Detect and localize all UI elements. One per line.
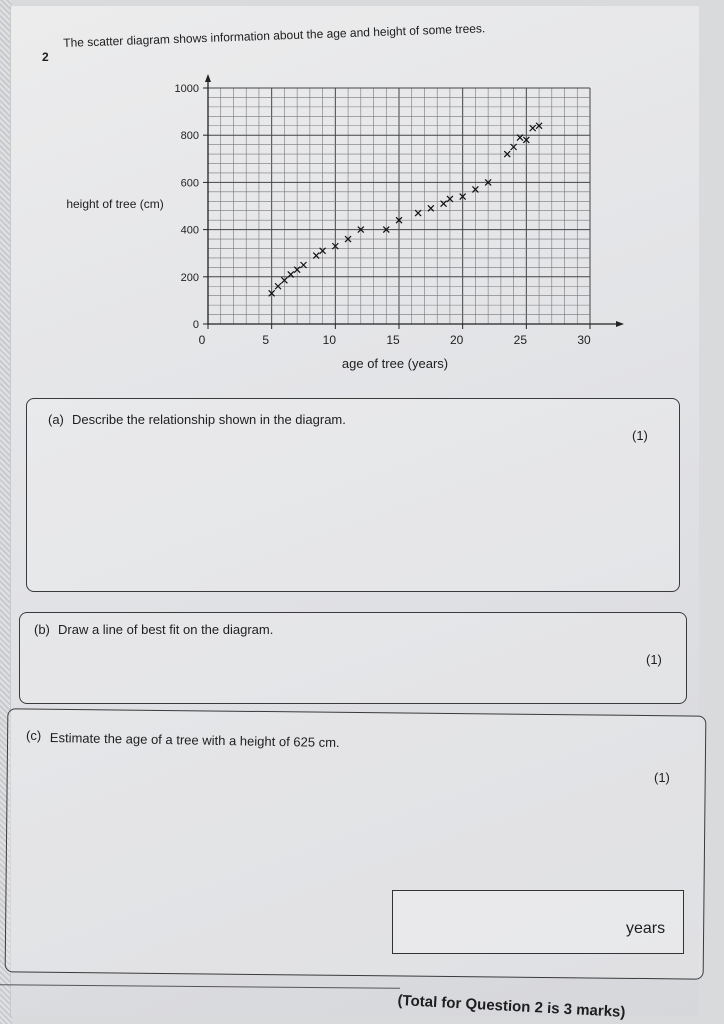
part-b-marks: (1): [646, 652, 662, 667]
y-tick-label: 400: [180, 224, 199, 237]
x-tick-label: 20: [449, 333, 464, 347]
part-c-answer-unit: years: [626, 920, 666, 937]
part-c-label: (c): [26, 728, 42, 743]
y-tick-label: 800: [180, 130, 199, 143]
question-number: 2: [42, 50, 49, 64]
part-a-label: (a): [48, 412, 64, 427]
y-tick-label: 0: [192, 319, 199, 331]
y-axis-arrow: [205, 74, 211, 82]
question-total: (Total for Question 2 is 3 marks): [397, 992, 626, 1021]
x-tick-label: 0: [198, 333, 206, 347]
part-b-text: Draw a line of best fit on the diagram.: [58, 622, 274, 637]
y-tick-label: 1000: [174, 83, 199, 95]
y-tick-label: 200: [180, 271, 199, 284]
part-c-marks: (1): [654, 770, 670, 785]
x-tick-label: 15: [386, 333, 400, 347]
part-a-marks: (1): [632, 428, 648, 443]
x-tick-label: 25: [513, 333, 528, 347]
question-intro: The scatter diagram shows information about the age and height of some trees.: [63, 21, 486, 50]
y-axis-label: height of tree (cm): [66, 197, 164, 211]
x-tick-label: 30: [577, 333, 591, 347]
part-c-text: Estimate the age of a tree with a height of 625 cm.: [49, 730, 340, 751]
x-axis-label: age of tree (years): [341, 356, 449, 371]
x-tick-label: 10: [322, 333, 337, 347]
x-axis-arrow: [616, 321, 624, 327]
part-b-label: (b): [34, 622, 50, 637]
part-a-text: Describe the relationship shown in the diagram.: [72, 412, 346, 427]
part-a-answer-box[interactable]: [26, 398, 680, 592]
x-tick-label: 5: [262, 333, 270, 347]
scatter-diagram: [0, 0, 724, 400]
y-tick-label: 600: [180, 177, 199, 190]
